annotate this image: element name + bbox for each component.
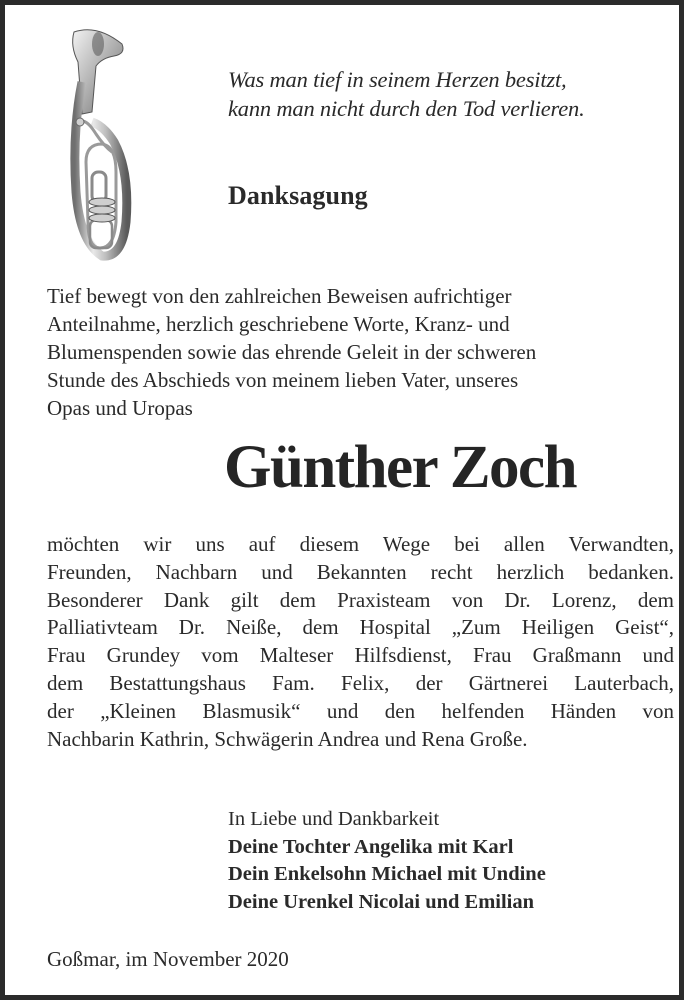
body-line: der „Kleinen Blasmusik“ und den helfenden Händen von (47, 698, 674, 723)
body-line: Nachbarin Kathrin, Schwägerin Andrea und Rena Große. (47, 726, 528, 751)
intro-line: Opas und Uropas (47, 396, 193, 420)
body-line: Frau Grundey vom Malteser Hilfsdienst, Frau Graßmann und (47, 643, 674, 668)
deceased-name: Günther Zoch (224, 434, 577, 501)
body-line: dem Bestattungshaus Fam. Felix, der Gärtnerei Lauterbach, (47, 670, 674, 695)
thanks-paragraph (47, 531, 674, 753)
intro-line: Tief bewegt von den zahlreichen Beweisen aufrichtiger (47, 284, 512, 308)
tenor-horn-icon (52, 22, 132, 262)
quote-line: kann man nicht durch den Tod verlieren. (228, 96, 585, 121)
body-line: Freunden, Nachbarn und Bekannten recht herzlich bedanken. (47, 559, 674, 584)
intro-line: Stunde des Abschieds von meinem lieben Vater, unseres (47, 368, 519, 392)
body-line: Palliativteam Dr. Neiße, dem Hospital „Zum Heiligen Geist“, (47, 615, 674, 640)
intro-paragraph (47, 282, 647, 422)
intro-line: Blumenspenden sowie das ehrende Geleit in der schweren (47, 340, 537, 364)
notice-heading: Danksagung (228, 181, 368, 210)
body-line: möchten wir uns auf diesem Wege bei allen Verwandten, (47, 532, 674, 556)
closing-salutation: In Liebe und Dankbarkeit (228, 808, 440, 830)
quote (228, 65, 585, 123)
closing-block (228, 806, 546, 916)
intro-line: Anteilnahme, herzlich geschriebene Worte, Kranz- und (47, 312, 510, 336)
signatory: Deine Tochter Angelika mit Karl (228, 835, 514, 858)
obituary-notice (5, 5, 679, 995)
signatory: Deine Urenkel Nicolai und Emilian (228, 890, 535, 913)
body-line: Besonderer Dank gilt dem Praxisteam von Dr. Lorenz, dem (47, 587, 674, 612)
signatory: Dein Enkelsohn Michael mit Undine (228, 863, 546, 885)
quote-line: Was man tief in seinem Herzen besitzt, (228, 67, 567, 92)
place-date: Goßmar, im November 2020 (47, 947, 289, 971)
